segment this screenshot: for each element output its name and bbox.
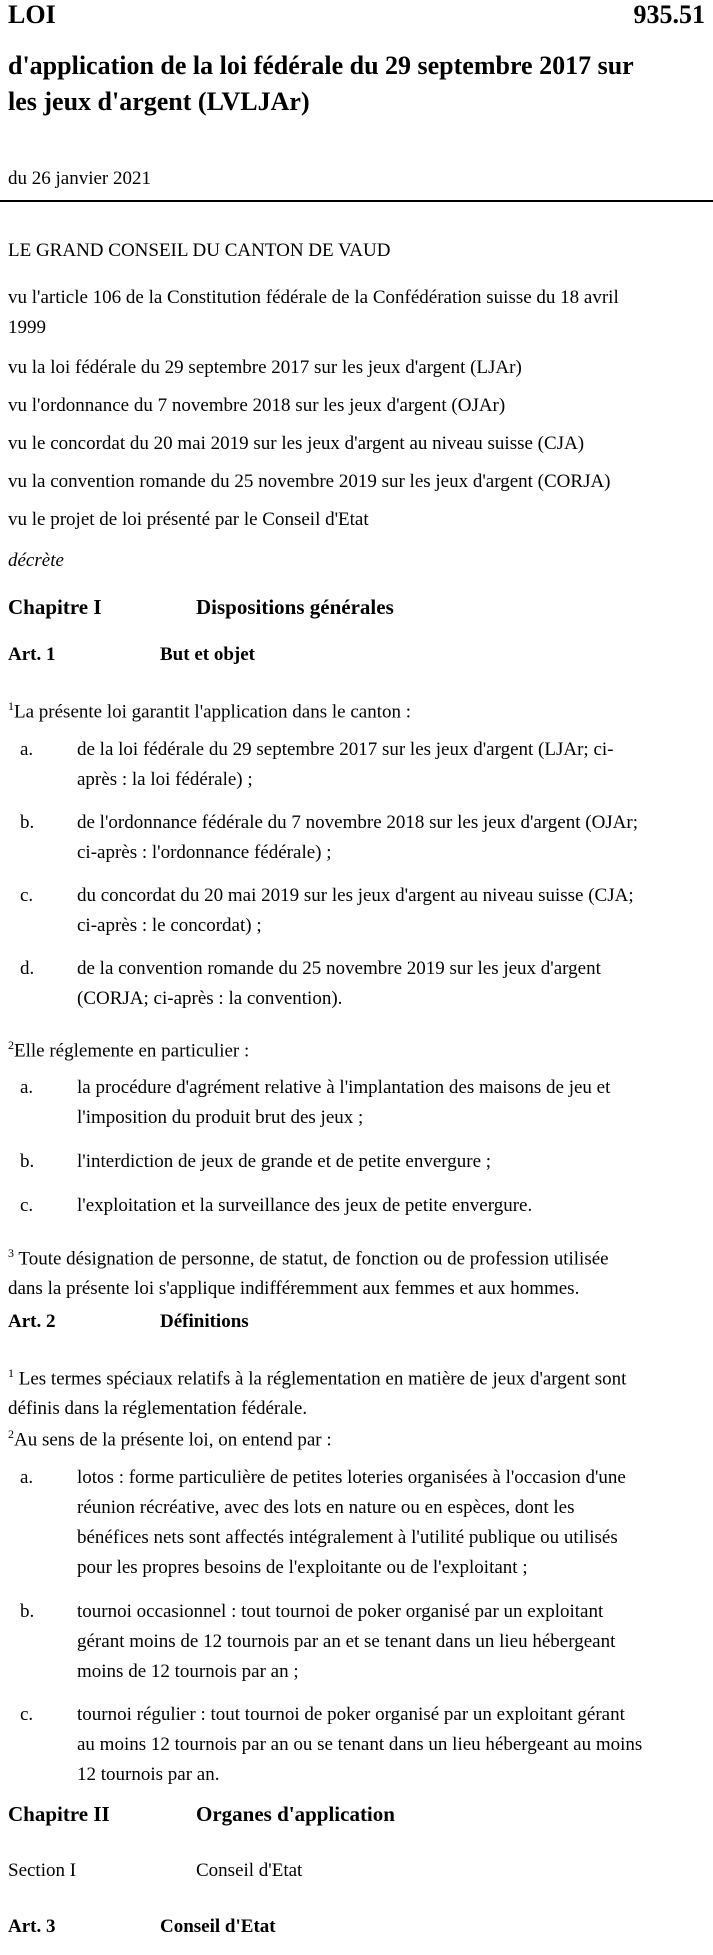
decrete: décrète [8, 550, 64, 571]
list-item-label: b. [20, 1601, 35, 1622]
list-item-label: d. [20, 958, 35, 979]
alinea-line [8, 1358, 626, 1394]
chapter-1-title: Dispositions générales [196, 595, 394, 619]
chapter-1-label: Chapitre I [8, 595, 102, 619]
alinea-text: La présente loi garantit l'application dans le canton : [14, 701, 412, 723]
list-item-line: la procédure d'agrément relative à l'implantation des maisons de jeu et [77, 1077, 611, 1098]
law-title [8, 48, 634, 120]
art-2-label: Art. 2 [8, 1311, 56, 1332]
list-item-line: de la loi fédérale du 29 septembre 2017 sur les jeux d'argent (LJAr; ci- [77, 739, 614, 760]
list-item [77, 1073, 689, 1133]
chapter-2-label: Chapitre II [8, 1802, 110, 1826]
alinea-number: 2 [8, 1427, 14, 1441]
law-type: LOI [8, 0, 56, 29]
list-item-label: a. [20, 1467, 34, 1488]
visa-2: vu la loi fédérale du 29 septembre 2017 sur les jeux d'argent (LJAr) [8, 357, 522, 378]
art-3-title: Conseil d'Etat [160, 1916, 276, 1937]
law-title-line: d'application de la loi fédérale du 29 septembre 2017 sur [8, 51, 634, 80]
list-item-line: l'interdiction de jeux de grande et de petite envergure ; [77, 1151, 492, 1172]
visa-line: vu l'article 106 de la Constitution fédérale de la Confédération suisse du 18 avril [8, 287, 619, 308]
art-3-label: Art. 3 [8, 1916, 56, 1937]
list-item-line: bénéfices nets sont affectés intégralement à l'utilité publique ou utilisés [77, 1527, 618, 1548]
visa-4: vu le concordat du 20 mai 2019 sur les jeux d'argent au niveau suisse (CJA) [8, 433, 585, 454]
list-item-label: b. [20, 812, 35, 833]
alinea-line: définis dans la réglementation fédérale. [8, 1398, 308, 1420]
alinea-line: dans la présente loi s'applique indifféremment aux femmes et aux hommes. [8, 1278, 580, 1300]
list-item-label: c. [20, 885, 34, 906]
art-1-label: Art. 1 [8, 644, 56, 665]
alinea-number: 3 [8, 1246, 14, 1260]
list-item [77, 808, 689, 868]
visa-1 [8, 283, 619, 343]
visa-3: vu l'ordonnance du 7 novembre 2018 sur les jeux d'argent (OJAr) [8, 395, 506, 416]
list-item-line: du concordat du 20 mai 2019 sur les jeux d'argent au niveau suisse (CJA; [77, 885, 634, 906]
section-1-title: Conseil d'Etat [196, 1860, 303, 1881]
visa-6: vu le projet de loi présenté par le Conseil d'Etat [8, 509, 369, 530]
council-heading: LE GRAND CONSEIL DU CANTON DE VAUD [8, 240, 391, 261]
list-item [77, 881, 689, 941]
list-item-label: c. [20, 1195, 34, 1216]
visa-line: 1999 [8, 317, 46, 338]
list-item-line: au moins 12 tournois par an ou se tenant dans un lieu hébergeant au moins [77, 1734, 643, 1755]
list-item-line: de la convention romande du 25 novembre 2019 sur les jeux d'argent [77, 958, 601, 979]
list-item-label: a. [20, 739, 34, 760]
section-1-label: Section I [8, 1860, 77, 1881]
art-1-alinea-2 [8, 1030, 249, 1066]
list-item [77, 1597, 689, 1687]
art-1-alinea-3 [8, 1238, 609, 1304]
law-title-line: les jeux d'argent (LVLJAr) [8, 87, 310, 116]
list-item [77, 1147, 689, 1177]
list-item-line: ci-après : l'ordonnance fédérale) ; [77, 842, 332, 863]
list-item [77, 1191, 689, 1221]
header-rule [0, 200, 713, 202]
list-item-line: lotos : forme particulière de petites loteries organisées à l'occasion d'une [77, 1467, 626, 1488]
alinea-text: Au sens de la présente loi, on entend par : [14, 1429, 332, 1451]
alinea-number: 1 [8, 1366, 14, 1380]
list-item-line: réunion récréative, avec des lots en nature ou en espèces, dont les [77, 1497, 575, 1518]
list-item-line: l'exploitation et la surveillance des jeux de petite envergure. [77, 1195, 533, 1216]
visa-5: vu la convention romande du 25 novembre 2019 sur les jeux d'argent (CORJA) [8, 471, 611, 492]
art-1-alinea-1 [8, 691, 411, 727]
list-item-line: de l'ordonnance fédérale du 7 novembre 2018 sur les jeux d'argent (OJAr; [77, 812, 639, 833]
list-item-line: pour les propres besoins de l'exploitante ou de l'exploitant ; [77, 1557, 528, 1578]
art-1-title: But et objet [160, 644, 255, 665]
list-item-label: c. [20, 1704, 34, 1725]
list-item-line: gérant moins de 12 tournois par an et se tenant dans un lieu hébergeant [77, 1631, 616, 1652]
list-item [77, 1463, 689, 1583]
list-item [77, 1700, 689, 1790]
list-item-line: (CORJA; ci-après : la convention). [77, 988, 343, 1009]
list-item-line: l'imposition du produit brut des jeux ; [77, 1107, 364, 1128]
art-2-alinea-2 [8, 1419, 332, 1455]
alinea-line [8, 1238, 609, 1274]
list-item [77, 954, 689, 1014]
list-item [77, 735, 689, 795]
law-date: du 26 janvier 2021 [8, 168, 152, 189]
law-number: 935.51 [633, 0, 705, 29]
alinea-text: Les termes spéciaux relatifs à la réglementation en matière de jeux d'argent sont [18, 1368, 627, 1390]
alinea-number: 2 [8, 1038, 14, 1052]
chapter-2-title: Organes d'application [196, 1802, 395, 1826]
alinea-text: Elle réglemente en particulier : [14, 1040, 250, 1062]
art-2-alinea-1 [8, 1358, 626, 1424]
list-item-label: a. [20, 1077, 34, 1098]
alinea-text: Toute désignation de personne, de statut, de fonction ou de profession utilisée [18, 1248, 609, 1270]
list-item-line: 12 tournois par an. [77, 1764, 220, 1785]
art-2-title: Définitions [160, 1311, 249, 1332]
alinea-number: 1 [8, 699, 14, 713]
list-item-line: ci-après : le concordat) ; [77, 915, 262, 936]
list-item-line: moins de 12 tournois par an ; [77, 1661, 299, 1682]
list-item-line: tournoi régulier : tout tournoi de poker organisé par un exploitant gérant [77, 1704, 625, 1725]
list-item-line: tournoi occasionnel : tout tournoi de poker organisé par un exploitant [77, 1601, 604, 1622]
list-item-line: après : la loi fédérale) ; [77, 769, 253, 790]
list-item-label: b. [20, 1151, 35, 1172]
